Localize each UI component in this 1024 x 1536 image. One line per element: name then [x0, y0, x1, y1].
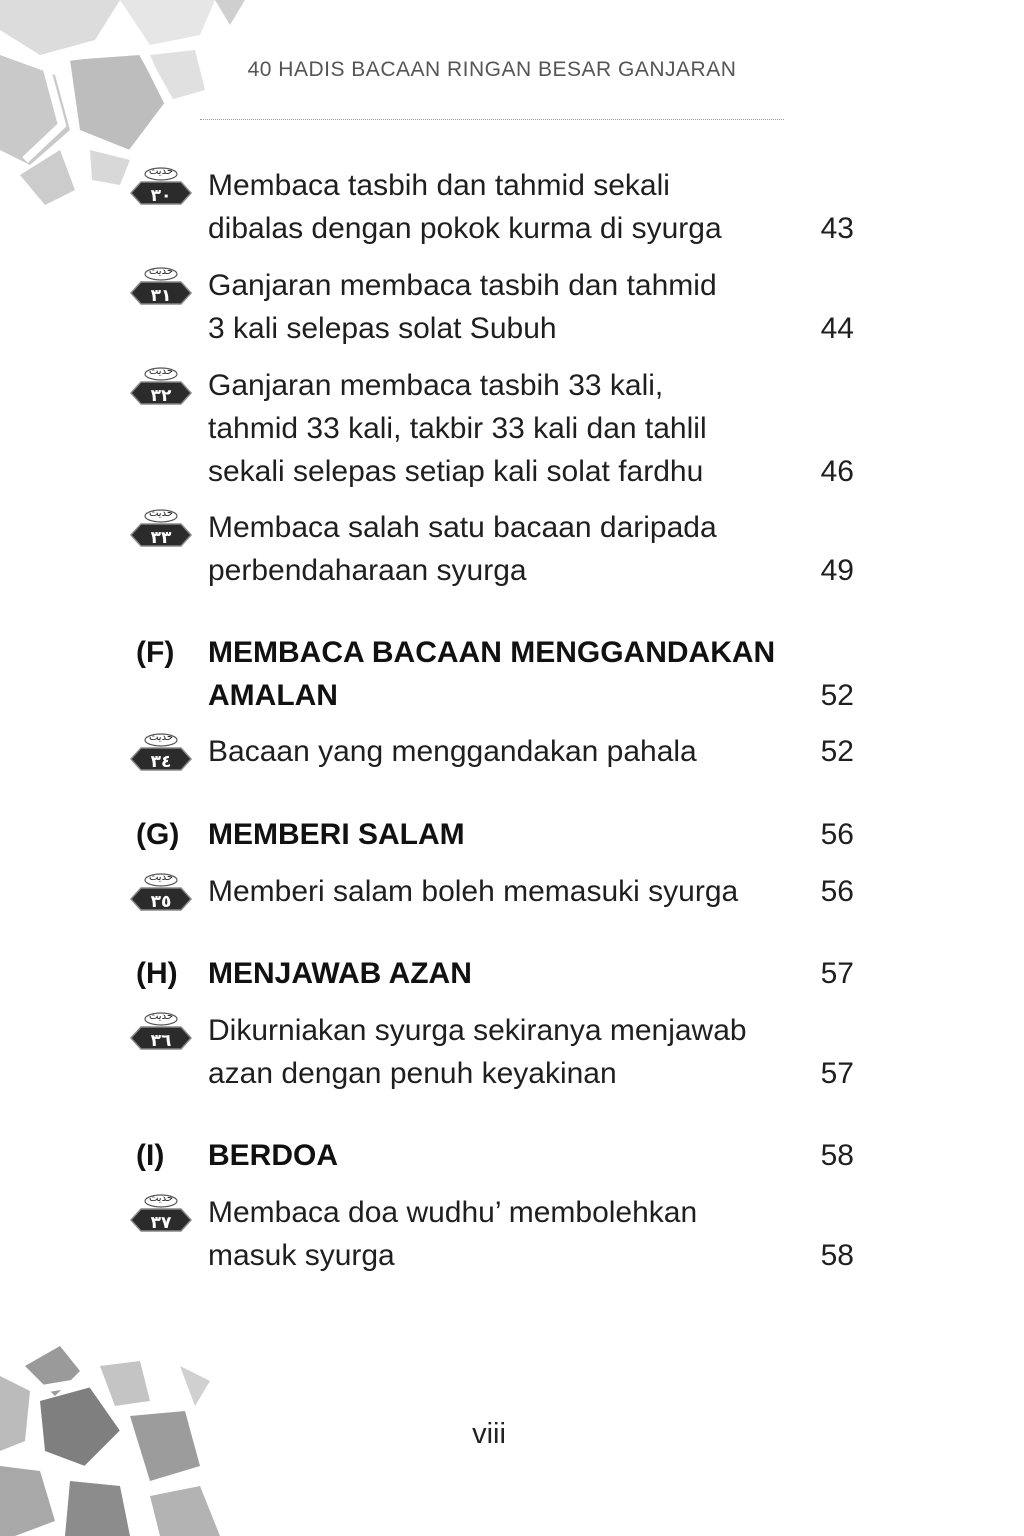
- section-title-line: BERDOA: [208, 1139, 339, 1172]
- page-number: 56: [820, 818, 854, 851]
- page-number: 57: [820, 1057, 854, 1090]
- entry-title-line: Membaca doa wudhu’ membolehkan: [208, 1196, 698, 1229]
- badge-label: حديث: [148, 508, 174, 519]
- page-number: 49: [820, 554, 854, 587]
- page-number: 46: [820, 455, 854, 488]
- hadith-number-badge: [128, 732, 196, 778]
- running-head: 40 HADIS BACAAN RINGAN BESAR GANJARAN: [247, 58, 737, 81]
- hadith-number-badge: [128, 1193, 196, 1239]
- section-title-line: MEMBACA BACAAN MENGGANDAKAN: [208, 636, 776, 669]
- entry-title-line: dibalas dengan pokok kurma di syurga: [208, 212, 722, 245]
- badge-label: حديث: [148, 366, 174, 377]
- entry-title-line: tahmid 33 kali, takbir 33 kali dan tahlil: [208, 412, 707, 445]
- badge-number: ٣٣: [150, 528, 172, 548]
- page-folio: viii: [472, 1418, 506, 1450]
- page-number: 44: [820, 312, 854, 345]
- section-title-line: AMALAN: [208, 679, 338, 712]
- badge-number: ٣٥: [150, 892, 172, 912]
- page-number: 52: [820, 679, 854, 712]
- section-title-line: MENJAWAB AZAN: [208, 957, 472, 990]
- entry-title-line: 3 kali selepas solat Subuh: [208, 312, 557, 345]
- badge-number: ٣٠: [150, 186, 172, 206]
- page-number: 43: [820, 212, 854, 245]
- badge-number: ٣٢: [150, 386, 172, 406]
- entry-title-line: sekali selepas setiap kali solat fardhu: [208, 455, 704, 488]
- badge-number: ٣١: [150, 286, 172, 306]
- page-number: 58: [820, 1239, 854, 1272]
- badge-label: حديث: [148, 1011, 174, 1022]
- entry-title-line: azan dengan penuh keyakinan: [208, 1057, 617, 1090]
- badge-label: حديث: [148, 732, 174, 743]
- badge-number: ٣٧: [150, 1213, 172, 1233]
- entry-title-line: Ganjaran membaca tasbih 33 kali,: [208, 369, 664, 402]
- hadith-number-badge: [128, 1011, 196, 1057]
- section-letter: (G): [136, 818, 180, 851]
- entry-title-line: Dikurniakan syurga sekiranya menjawab: [208, 1014, 747, 1047]
- badge-label: حديث: [148, 166, 174, 177]
- page-number: 58: [820, 1139, 854, 1172]
- section-letter: (H): [136, 957, 178, 990]
- badge-number: ٣٦: [150, 1031, 172, 1051]
- hadith-number-badge: [128, 366, 196, 412]
- section-letter: (I): [136, 1139, 165, 1172]
- badge-label: حديث: [148, 1193, 174, 1204]
- section-letter: (F): [136, 636, 175, 669]
- entry-title-line: perbendaharaan syurga: [208, 554, 527, 587]
- entry-title-line: Bacaan yang menggandakan pahala: [208, 735, 697, 768]
- hadith-number-badge: [128, 166, 196, 212]
- hadith-number-badge: [128, 508, 196, 554]
- hadith-number-badge: [128, 872, 196, 918]
- entry-title-line: Ganjaran membaca tasbih dan tahmid: [208, 269, 717, 302]
- entry-title-line: Memberi salam boleh memasuki syurga: [208, 875, 739, 908]
- hadith-number-badge: [128, 266, 196, 312]
- badge-number: ٣٤: [150, 752, 172, 772]
- page-number: 52: [820, 735, 854, 768]
- entry-title-line: Membaca salah satu bacaan daripada: [208, 511, 717, 544]
- entry-title-line: masuk syurga: [208, 1239, 395, 1272]
- entry-title-line: Membaca tasbih dan tahmid sekali: [208, 169, 670, 202]
- page-number: 56: [820, 875, 854, 908]
- section-title-line: MEMBERI SALAM: [208, 818, 465, 851]
- badge-label: حديث: [148, 266, 174, 277]
- page-number: 57: [820, 957, 854, 990]
- badge-label: حديث: [148, 872, 174, 883]
